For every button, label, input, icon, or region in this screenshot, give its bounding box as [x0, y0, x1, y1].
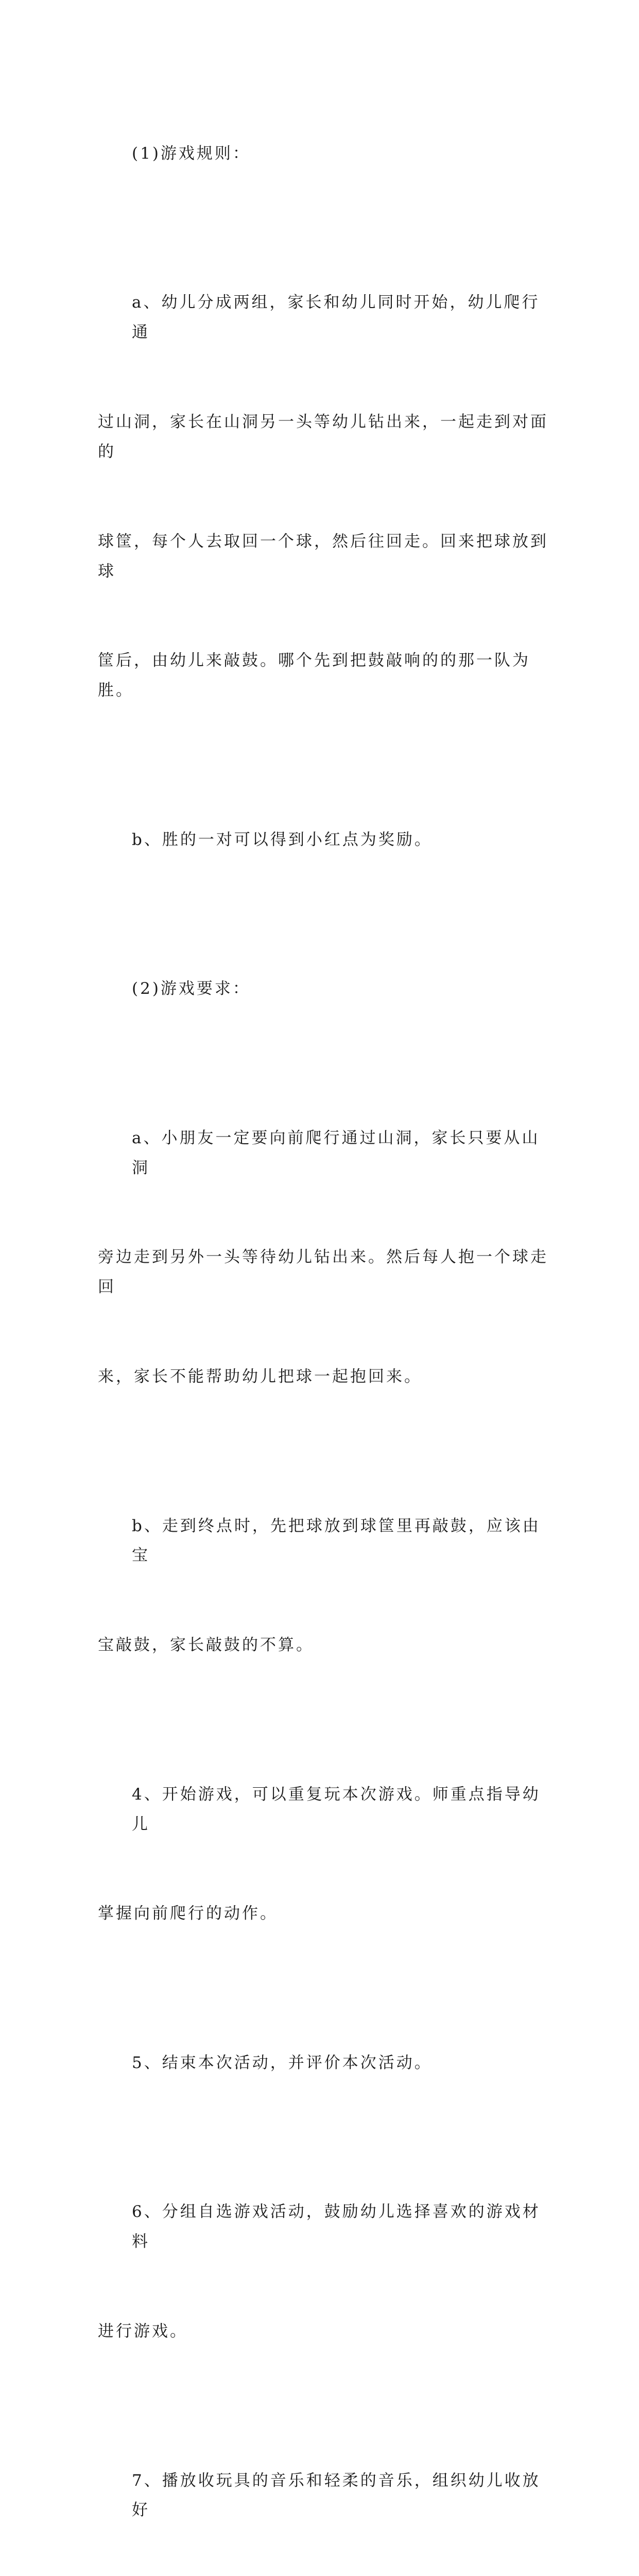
- paragraph: [98, 2406, 551, 2576]
- paragraph: [98, 1989, 551, 2138]
- text-line: a、小朋友一定要向前爬行通过山洞，家长只要从山洞: [132, 1128, 540, 1177]
- text-line: 来，家长不能帮助幼儿把球一起抱回来。: [98, 1367, 422, 1386]
- document-body: [98, 79, 551, 2576]
- text-line: 筐后，由幼儿来敲鼓。哪个先到把鼓敲响的的那一队为胜。: [98, 651, 530, 700]
- paragraph: [98, 766, 551, 915]
- text-line: 7、播放收玩具的音乐和轻柔的音乐，组织幼儿收放好: [132, 2471, 541, 2520]
- paragraph: [98, 1452, 551, 1720]
- paragraph: [98, 1720, 551, 1989]
- paragraph: [98, 914, 551, 1064]
- text-line: 掌握向前爬行的动作。: [98, 1904, 278, 1923]
- paragraph: [98, 2138, 551, 2406]
- paragraph: [98, 229, 551, 766]
- text-line: b、走到终点时，先把球放到球筐里再敲鼓，应该由宝: [132, 1516, 541, 1565]
- text-line: 过山洞，家长在山洞另一头等幼儿钻出来，一起走到对面的: [98, 412, 548, 461]
- paragraph: [98, 79, 551, 229]
- text-line: 5、结束本次活动，并评价本次活动。: [132, 2053, 433, 2072]
- text-line: 宝敲鼓，家长敲鼓的不算。: [98, 1636, 314, 1655]
- text-line: b、胜的一对可以得到小红点为奖励。: [132, 830, 433, 849]
- text-line: 进行游戏。: [98, 2321, 188, 2341]
- text-line: a、幼儿分成两组，家长和幼儿同时开始，幼儿爬行通: [132, 293, 540, 342]
- paragraph: [98, 1064, 551, 1452]
- text-line: 旁边走到另外一头等待幼儿钻出来。然后每人抱一个球走回: [98, 1248, 548, 1297]
- text-line: (1)游戏规则：: [132, 144, 251, 163]
- text-line: (2)游戏要求：: [132, 979, 251, 998]
- text-line: 球筐，每个人去取回一个球，然后往回走。回来把球放到球: [98, 532, 548, 581]
- text-line: 4、开始游戏，可以重复玩本次游戏。师重点指导幼儿: [132, 1785, 541, 1834]
- text-line: 6、分组自选游戏活动，鼓励幼儿选择喜欢的游戏材料: [132, 2202, 541, 2251]
